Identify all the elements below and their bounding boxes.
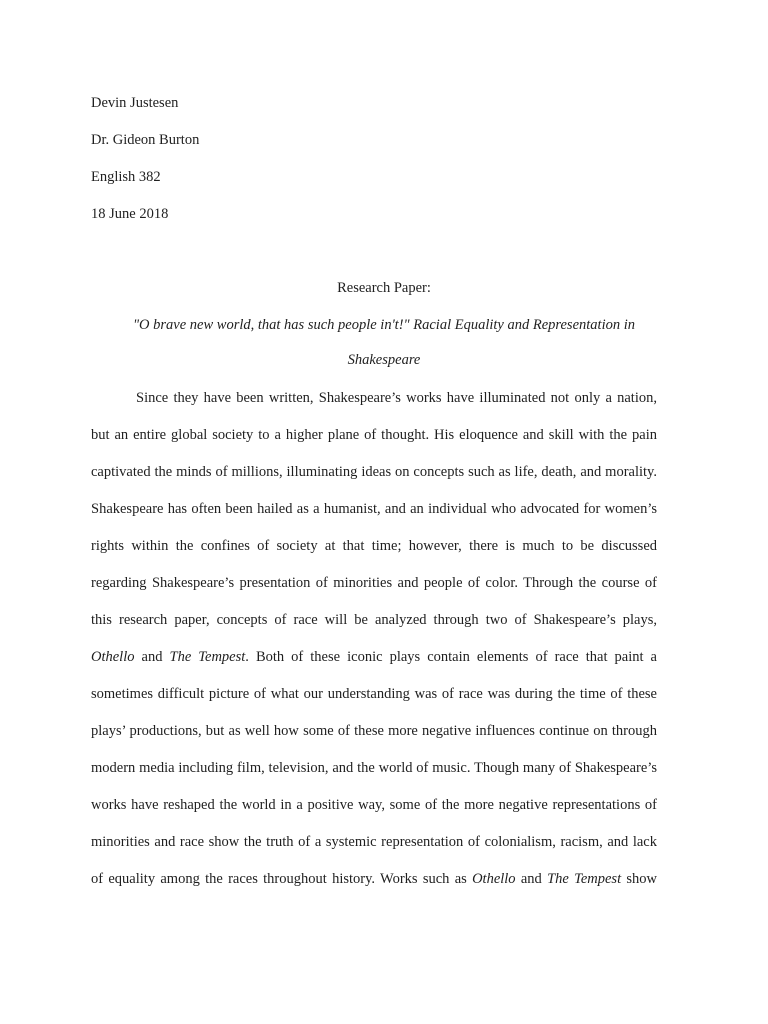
body-line-6: regarding Shakespeare’s presentation of minorities and people of color. Through the course of [91, 575, 657, 591]
body-line-2: but an entire global society to a higher plane of thought. His eloquence and skill with the pain [91, 427, 657, 443]
body-text-fragment: . Both of these iconic plays contain elements of race that paint a [245, 649, 657, 665]
date: 18 June 2018 [91, 206, 169, 222]
instructor-name: Dr. Gideon Burton [91, 132, 200, 148]
play-title-othello: Othello [91, 649, 135, 665]
body-line-5: rights within the confines of society at that time; however, there is much to be discussed [91, 538, 657, 554]
body-line-9: sometimes difficult picture of what our understanding was of race was during the time of these [91, 686, 657, 702]
body-line-10: plays’ productions, but as well how some of these more negative influences continue on through [91, 723, 657, 739]
play-title-tempest: The Tempest [169, 649, 246, 665]
body-line-4: Shakespeare has often been hailed as a humanist, and an individual who advocated for women’s [91, 501, 657, 517]
body-text-fragment: and [515, 871, 548, 887]
body-line-3: captivated the minds of millions, illuminating ideas on concepts such as life, death, and morality. [91, 464, 657, 480]
paper-title-line-2: Shakespeare [347, 352, 421, 368]
body-text-fragment: of equality among the races throughout history. Works such as [91, 871, 473, 887]
body-line-12: works have reshaped the world in a positive way, some of the more negative representations of [91, 797, 657, 813]
body-text-fragment: and [134, 649, 170, 665]
body-line-13: minorities and race show the truth of a systemic representation of colonialism, racism, and lack [91, 834, 657, 850]
author-name: Devin Justesen [91, 95, 179, 111]
course-name: English 382 [91, 169, 161, 185]
paper-label: Research Paper: [337, 280, 431, 296]
paper-title-line-1: "O brave new world, that has such people in't!" Racial Equality and Representation in [132, 317, 636, 333]
body-line-7: this research paper, concepts of race will be analyzed through two of Shakespeare’s plays, [91, 612, 657, 628]
play-title-tempest: The Tempest [547, 871, 622, 887]
body-line-11: modern media including film, television, and the world of music. Though many of Shakespeare’s [91, 760, 657, 776]
body-text-fragment: show [621, 871, 658, 887]
body-line-14 [91, 870, 657, 888]
play-title-othello: Othello [472, 871, 516, 887]
body-line-1: Since they have been written, Shakespeare’s works have illuminated not only a nation, [136, 390, 657, 406]
body-line-8 [91, 648, 657, 666]
